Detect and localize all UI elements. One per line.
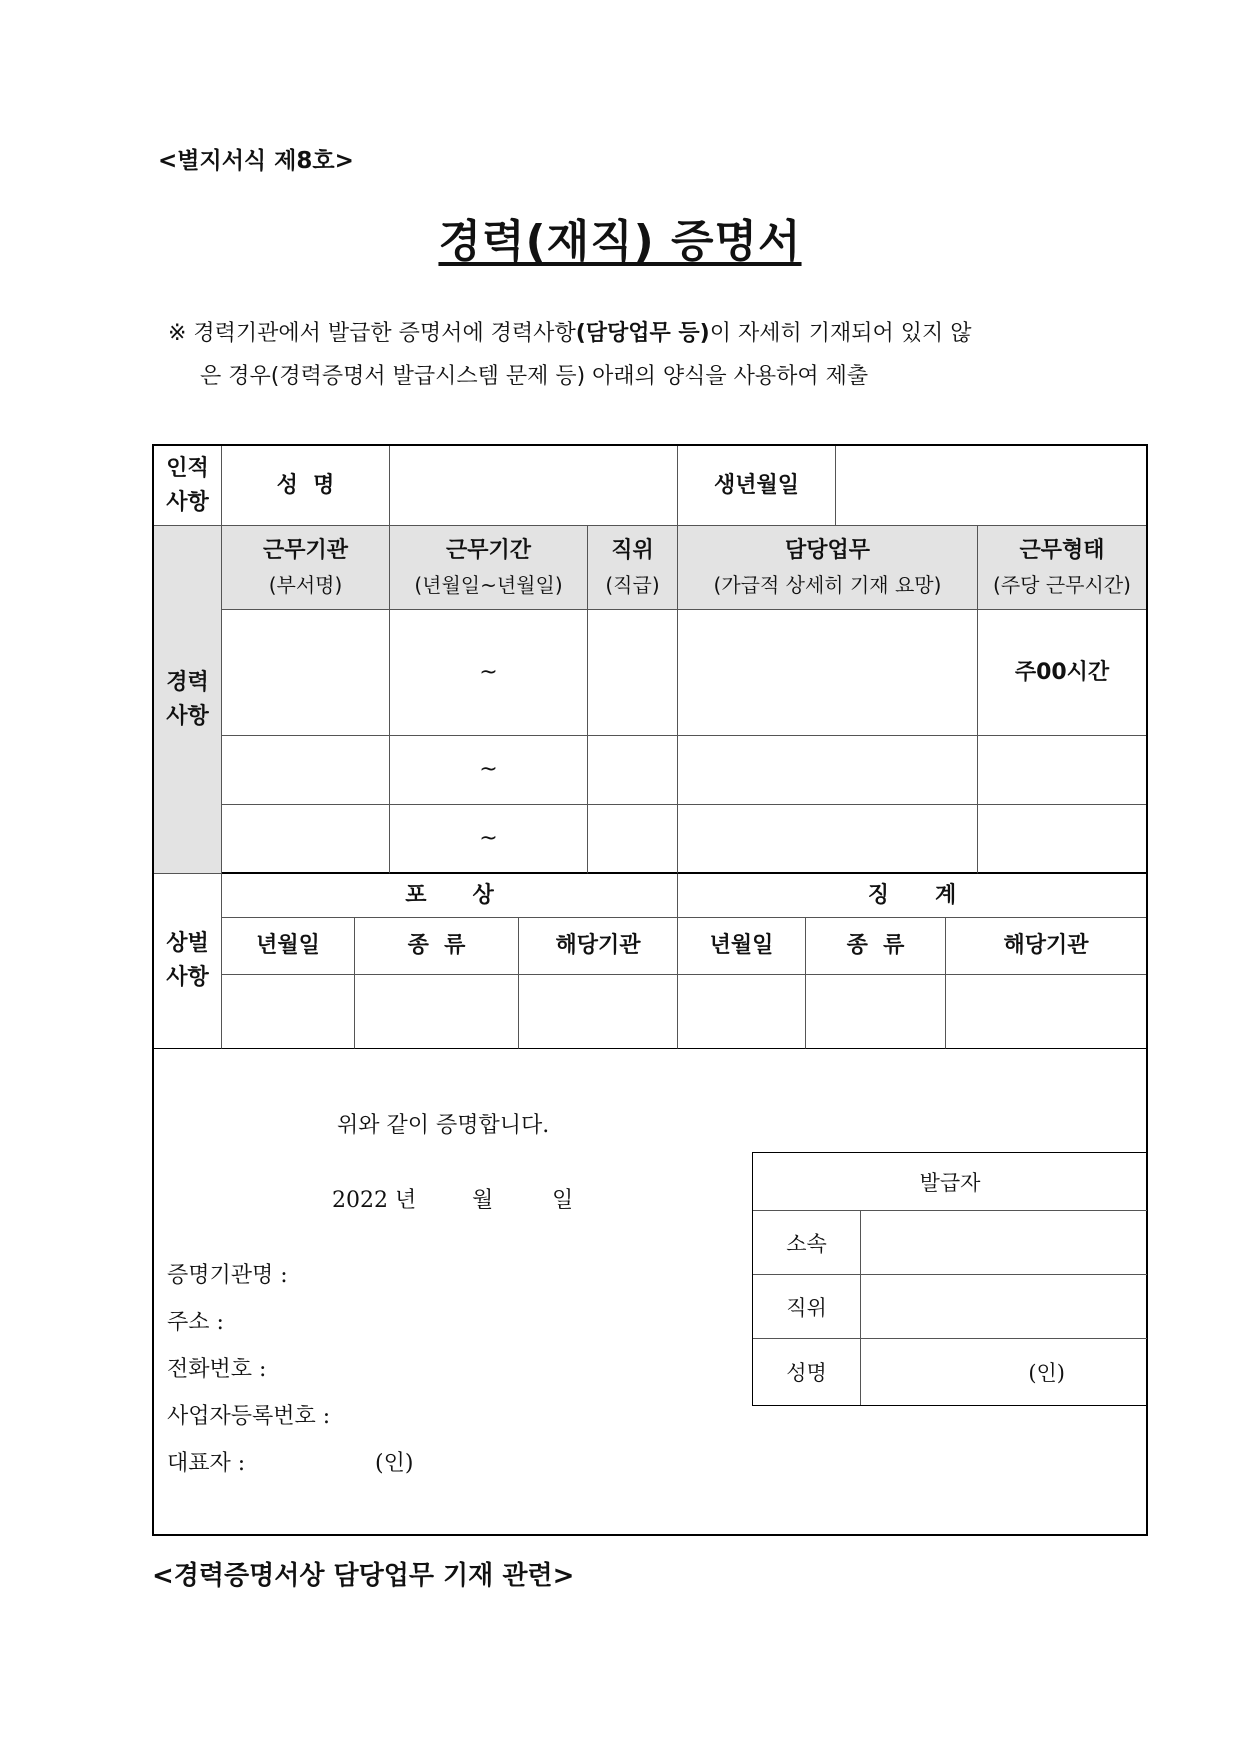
issuer-title: 발급자 xyxy=(753,1153,1147,1211)
career-row-2-type[interactable] xyxy=(978,736,1146,805)
discipline-type-header: 종 류 xyxy=(806,918,946,975)
issuer-affiliation-label: 소속 xyxy=(753,1211,861,1275)
discipline-type-field[interactable] xyxy=(806,975,946,1049)
issuer-box xyxy=(752,1152,1148,1406)
award-label: 포 상 xyxy=(222,874,678,918)
career-row-1-type[interactable]: 주00시간 xyxy=(978,610,1146,736)
career-row-3-duty[interactable] xyxy=(678,805,978,874)
career-section-label: 경력 사항 xyxy=(154,526,222,874)
issuer-name-label: 성명 xyxy=(753,1339,861,1405)
title-text: 경력(재직) 증명서 xyxy=(438,216,802,267)
discipline-org-header: 해당기관 xyxy=(946,918,1146,975)
career-row-3-position[interactable] xyxy=(588,805,678,874)
name-field[interactable] xyxy=(390,446,678,526)
header-org-sub: (부서명) xyxy=(268,572,343,597)
header-position-main: 직위 xyxy=(611,537,654,563)
discipline-org-field[interactable] xyxy=(946,975,1146,1049)
phone-label: 전화번호 : xyxy=(167,1357,267,1382)
career-row-1-org[interactable] xyxy=(222,610,390,736)
name-label: 성 명 xyxy=(222,446,390,526)
header-period xyxy=(390,526,588,610)
header-org-main: 근무기관 xyxy=(262,537,348,563)
discipline-label: 징 계 xyxy=(678,874,1146,918)
award-org-header: 해당기관 xyxy=(519,918,678,975)
header-duty-main: 담당업무 xyxy=(784,537,870,563)
issue-month: 월 xyxy=(472,1188,494,1213)
footer-heading: <경력증명서상 담당업무 기재 관련> xyxy=(152,1561,575,1591)
header-type-main: 근무형태 xyxy=(1019,537,1105,563)
award-date-header: 년월일 xyxy=(222,918,355,975)
header-period-main: 근무기간 xyxy=(445,537,531,563)
issue-year: 2022 년 xyxy=(332,1188,417,1213)
personal-section-label: 인적 사항 xyxy=(154,446,222,526)
page-title xyxy=(0,205,1240,269)
career-row-3-type[interactable] xyxy=(978,805,1146,874)
career-row-1-period[interactable]: ~ xyxy=(390,610,588,736)
issuer-name-field[interactable] xyxy=(861,1339,1147,1405)
header-period-sub: (년월일~년월일) xyxy=(414,572,563,597)
issuer-affiliation-field[interactable] xyxy=(861,1211,1147,1275)
issuer-seal: (인) xyxy=(1028,1361,1065,1385)
issuer-position-label: 직위 xyxy=(753,1275,861,1339)
representative-label: 대표자 : xyxy=(167,1451,246,1476)
business-number-label: 사업자등록번호 : xyxy=(167,1404,331,1429)
header-duty xyxy=(678,526,978,610)
note-text-2: 이 자세히 기재되어 있지 않 xyxy=(709,321,972,346)
certify-statement: 위와 같이 증명합니다. xyxy=(337,1113,550,1138)
form-code: <별지서식 제8호> xyxy=(158,148,354,174)
representative-seal: (인) xyxy=(375,1451,414,1476)
note-bold: (담당업무 등) xyxy=(575,321,710,346)
career-row-2-period[interactable]: ~ xyxy=(390,736,588,805)
award-type-header: 종 류 xyxy=(355,918,519,975)
header-position xyxy=(588,526,678,610)
award-date-field[interactable] xyxy=(222,975,355,1049)
career-row-3-period[interactable]: ~ xyxy=(390,805,588,874)
career-row-1-duty[interactable] xyxy=(678,610,978,736)
discipline-date-field[interactable] xyxy=(678,975,806,1049)
note-line-2: 은 경우(경력증명서 발급시스템 문제 등) 아래의 양식을 사용하여 제출 xyxy=(200,364,869,389)
header-org xyxy=(222,526,390,610)
career-row-2-position[interactable] xyxy=(588,736,678,805)
instruction-note xyxy=(168,312,1088,398)
header-duty-sub: (가급적 상세히 기재 요망) xyxy=(713,572,942,597)
org-name-label: 증명기관명 : xyxy=(167,1263,288,1288)
header-position-sub: (직급) xyxy=(605,572,660,597)
issue-day: 일 xyxy=(552,1188,574,1213)
issuer-position-field[interactable] xyxy=(861,1275,1147,1339)
career-row-1-position[interactable] xyxy=(588,610,678,736)
rewards-section-label: 상벌 사항 xyxy=(154,874,222,1049)
award-type-field[interactable] xyxy=(355,975,519,1049)
header-type-sub: (주당 근무시간) xyxy=(993,572,1131,597)
career-row-3-org[interactable] xyxy=(222,805,390,874)
note-text: ※ 경력기관에서 발급한 증명서에 경력사항 xyxy=(168,321,576,346)
career-row-2-org[interactable] xyxy=(222,736,390,805)
career-row-2-duty[interactable] xyxy=(678,736,978,805)
note-line-1 xyxy=(168,312,1088,355)
birth-field[interactable] xyxy=(836,446,1146,526)
award-org-field[interactable] xyxy=(519,975,678,1049)
discipline-date-header: 년월일 xyxy=(678,918,806,975)
address-label: 주소 : xyxy=(167,1310,224,1335)
header-type xyxy=(978,526,1146,610)
birth-label: 생년월일 xyxy=(678,446,836,526)
